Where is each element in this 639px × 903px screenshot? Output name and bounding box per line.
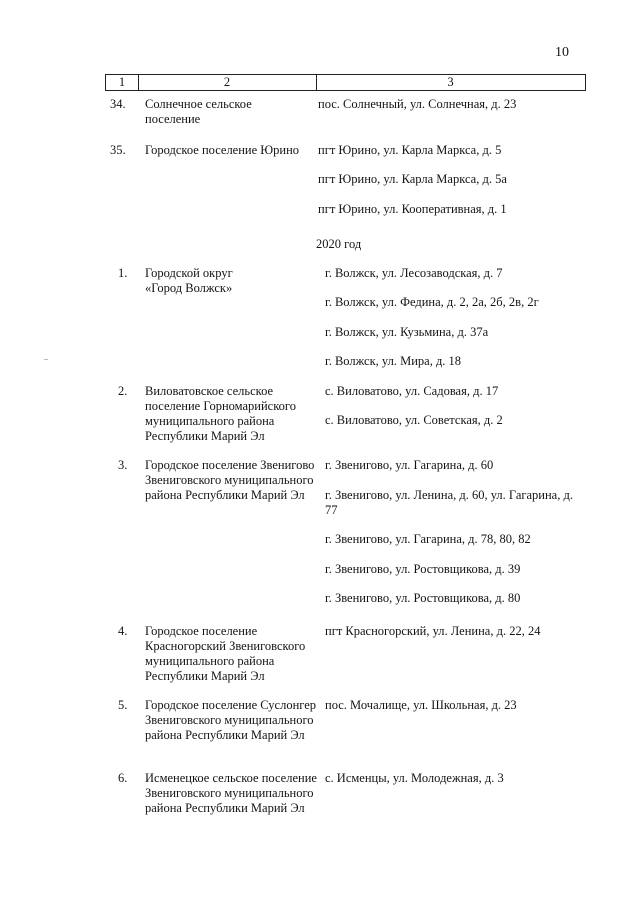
address: пос. Солнечный, ул. Солнечная, д. 23 xyxy=(318,97,517,111)
address: г. Волжск, ул. Кузьмина, д. 37а xyxy=(325,325,489,339)
address: г. Звенигово, ул. Гагарина, д. 78, 80, 82 xyxy=(325,532,531,546)
municipality-name: Городское поселение Звенигово Звениговского муниципального района Республики Марий Эл xyxy=(145,458,315,502)
address: пос. Мочалище, ул. Школьная, д. 23 xyxy=(325,698,517,712)
address: пгт Юрино, ул. Кооперативная, д. 1 xyxy=(318,202,507,216)
row-number: 6. xyxy=(118,771,128,785)
address: г. Звенигово, ул. Ленина, д. 60, ул. Гагарина, д. 77 xyxy=(325,488,573,517)
address: г. Волжск, ул. Федина, д. 2, 2а, 2б, 2в, 2г xyxy=(325,295,539,309)
address: пгт Юрино, ул. Карла Маркса, д. 5 xyxy=(318,143,502,157)
municipality-name: Виловатовское сельское поселение Горномарийского муниципального района Республики Марий Эл xyxy=(145,384,296,443)
row-number: 3. xyxy=(118,458,128,472)
address: г. Волжск, ул. Лесозаводская, д. 7 xyxy=(325,266,503,280)
municipality-name: Городское поселение Юрино xyxy=(145,143,300,157)
header-col-2: 2 xyxy=(138,75,317,90)
address: г. Звенигово, ул. Ростовщикова, д. 39 xyxy=(325,562,521,576)
page-number: 10 xyxy=(555,45,569,60)
address: с. Виловатово, ул. Садовая, д. 17 xyxy=(325,384,499,398)
row-number: 35. xyxy=(110,143,126,157)
header-col-3: 3 xyxy=(447,75,454,89)
row-number: 5. xyxy=(118,698,128,712)
row-number: 1. xyxy=(118,266,128,280)
municipality-name: Солнечное сельское поселение xyxy=(145,97,252,126)
table-header xyxy=(105,74,586,91)
year-heading: 2020 год xyxy=(316,237,362,251)
address: г. Звенигово, ул. Гагарина, д. 60 xyxy=(325,458,494,472)
address: г. Волжск, ул. Мира, д. 18 xyxy=(325,354,462,368)
scan-speck xyxy=(44,359,48,360)
municipality-name: Исменецкое сельское поселение Звениговского муниципального района Республики Марий Эл xyxy=(145,771,317,815)
address: с. Исменцы, ул. Молодежная, д. 3 xyxy=(325,771,504,785)
municipality-name: Городское поселение Красногорский Звениговского муниципального района Республики Марий Эл xyxy=(145,624,306,683)
municipality-name: Городской округ «Город Волжск» xyxy=(145,266,233,295)
address: с. Виловатово, ул. Советская, д. 2 xyxy=(325,413,503,427)
address: пгт Юрино, ул. Карла Маркса, д. 5а xyxy=(318,172,507,186)
row-number: 2. xyxy=(118,384,128,398)
municipality-name: Городское поселение Суслонгер Звениговского муниципального района Республики Марий Эл xyxy=(145,698,317,742)
header-col-1: 1 xyxy=(106,75,139,90)
address: г. Звенигово, ул. Ростовщикова, д. 80 xyxy=(325,591,521,605)
row-number: 34. xyxy=(110,97,126,111)
row-number: 4. xyxy=(118,624,128,638)
address: пгт Красногорский, ул. Ленина, д. 22, 24 xyxy=(325,624,541,638)
